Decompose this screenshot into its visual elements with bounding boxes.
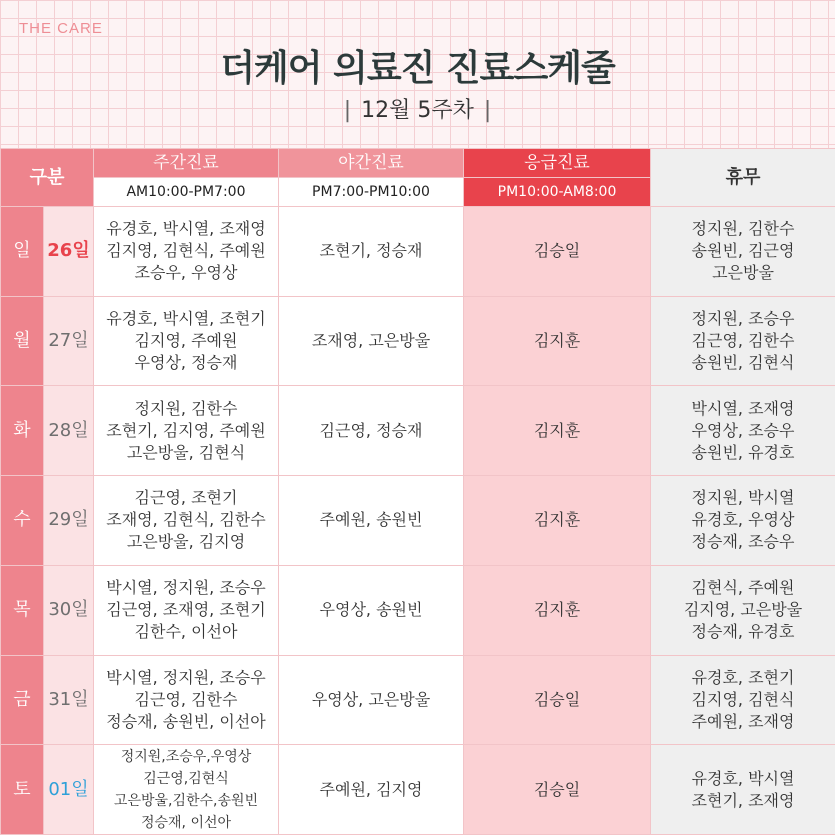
subtitle-text: 12월 5주차 — [361, 98, 474, 123]
off-staff-line: 정승재, 조승우 — [691, 532, 795, 552]
week-subtitle — [0, 93, 835, 124]
schedule-row — [1, 655, 835, 745]
day-staff-line: 조현기, 김지영, 주예원 — [106, 420, 266, 440]
day-off-cell — [651, 476, 835, 566]
night-clinic-cell: 우영상, 송원빈 — [279, 565, 464, 655]
emergency-clinic-cell: 김지훈 — [464, 476, 651, 566]
day-clinic-cell — [94, 565, 279, 655]
schedule-body — [1, 207, 835, 835]
weekday-cell: 토 — [1, 745, 44, 835]
night-clinic-cell: 조재영, 고은방울 — [279, 296, 464, 386]
page-title: 더케어 의료진 진료스케줄 — [220, 48, 615, 89]
day-clinic-cell — [94, 207, 279, 297]
weekday-cell: 월 — [1, 296, 44, 386]
header-emergency-time: PM10:00-AM8:00 — [464, 178, 651, 207]
day-staff-line: 유경호, 박시열, 조재영 — [106, 219, 266, 239]
brand-logo-text: THE CARE — [19, 20, 103, 37]
day-staff-line: 김근영,김현식 — [143, 770, 229, 787]
off-staff-line: 김현식, 주예원 — [691, 578, 795, 598]
emergency-clinic-cell: 김승일 — [464, 207, 651, 297]
day-staff-line: 고은방울,김한수,송원빈 — [113, 792, 259, 809]
day-staff-line: 고은방울, 김지영 — [126, 532, 246, 552]
day-staff-line: 김근영, 김한수 — [134, 689, 238, 709]
day-clinic-cell — [94, 745, 279, 835]
day-off-cell — [651, 655, 835, 745]
header-night-clinic: 야간진료 — [279, 149, 464, 178]
off-staff-line: 유경호, 우영상 — [691, 510, 795, 530]
emergency-clinic-cell: 김지훈 — [464, 386, 651, 476]
schedule-row — [1, 296, 835, 386]
off-staff-line: 주예원, 조재영 — [691, 711, 795, 731]
day-clinic-cell — [94, 386, 279, 476]
header-emergency-clinic: 응급진료 — [464, 149, 651, 178]
off-staff-line: 송원빈, 김근영 — [691, 241, 795, 261]
day-staff-line: 조재영, 김현식, 김한수 — [106, 510, 266, 530]
weekday-cell: 화 — [1, 386, 44, 476]
date-cell: 27일 — [44, 296, 94, 386]
header-night-time: PM7:00-PM10:00 — [279, 178, 464, 207]
night-clinic-cell: 주예원, 김지영 — [279, 745, 464, 835]
off-staff-line: 김지영, 김현식 — [691, 689, 795, 709]
day-staff-line: 박시열, 정지원, 조승우 — [106, 667, 266, 687]
date-cell: 28일 — [44, 386, 94, 476]
emergency-clinic-cell: 김지훈 — [464, 565, 651, 655]
day-clinic-cell — [94, 655, 279, 745]
off-staff-line: 박시열, 조재영 — [691, 398, 795, 418]
off-staff-line: 송원빈, 유경호 — [691, 442, 795, 462]
off-staff-line: 김근영, 김한수 — [691, 331, 795, 351]
date-cell: 31일 — [44, 655, 94, 745]
date-cell: 30일 — [44, 565, 94, 655]
emergency-clinic-cell: 김승일 — [464, 745, 651, 835]
schedule-row — [1, 386, 835, 476]
night-clinic-cell: 우영상, 고은방울 — [279, 655, 464, 745]
schedule-row — [1, 565, 835, 655]
day-staff-line: 정지원, 김한수 — [134, 398, 238, 418]
day-off-cell — [651, 565, 835, 655]
off-staff-line: 김지영, 고은방울 — [683, 600, 803, 620]
day-staff-line: 정지원,조승우,우영상 — [120, 748, 252, 765]
day-staff-line: 박시열, 정지원, 조승우 — [106, 578, 266, 598]
day-staff-line: 김근영, 조재영, 조현기 — [106, 600, 266, 620]
off-staff-line: 정지원, 박시열 — [691, 488, 795, 508]
off-staff-line: 고은방울 — [712, 263, 774, 283]
day-staff-line: 유경호, 박시열, 조현기 — [106, 309, 266, 329]
off-staff-line: 유경호, 박시열 — [691, 768, 795, 788]
off-staff-line: 정지원, 조승우 — [691, 309, 795, 329]
off-staff-line: 우영상, 조승우 — [691, 420, 795, 440]
day-staff-line: 조승우, 우영상 — [134, 263, 238, 283]
day-staff-line: 정승재, 이선아 — [140, 814, 232, 831]
emergency-clinic-cell: 김승일 — [464, 655, 651, 745]
day-clinic-cell — [94, 296, 279, 386]
day-staff-line: 김근영, 조현기 — [134, 488, 238, 508]
date-cell: 29일 — [44, 476, 94, 566]
subtitle-bar-right: | — [483, 98, 492, 123]
weekday-cell: 목 — [1, 565, 44, 655]
schedule-row — [1, 207, 835, 297]
schedule-row — [1, 476, 835, 566]
schedule-table — [0, 148, 835, 835]
date-cell: 26일 — [44, 207, 94, 297]
header-gubun: 구분 — [1, 149, 94, 207]
weekday-cell: 일 — [1, 207, 44, 297]
off-staff-line: 유경호, 조현기 — [691, 667, 795, 687]
weekday-cell: 수 — [1, 476, 44, 566]
day-staff-line: 고은방울, 김현식 — [126, 442, 246, 462]
header-day-clinic: 주간진료 — [94, 149, 279, 178]
night-clinic-cell: 주예원, 송원빈 — [279, 476, 464, 566]
day-staff-line: 김한수, 이선아 — [134, 622, 238, 642]
day-clinic-cell — [94, 476, 279, 566]
schedule-row — [1, 745, 835, 835]
off-staff-line: 송원빈, 김현식 — [691, 353, 795, 373]
night-clinic-cell: 김근영, 정승재 — [279, 386, 464, 476]
off-staff-line: 정지원, 김한수 — [691, 219, 795, 239]
day-off-cell — [651, 296, 835, 386]
header-day-off: 휴무 — [651, 149, 835, 207]
emergency-clinic-cell: 김지훈 — [464, 296, 651, 386]
date-cell: 01일 — [44, 745, 94, 835]
day-staff-line: 김지영, 주예원 — [134, 331, 238, 351]
off-staff-line: 정승재, 유경호 — [691, 622, 795, 642]
weekday-cell: 금 — [1, 655, 44, 745]
day-staff-line: 우영상, 정승재 — [134, 353, 238, 373]
day-off-cell — [651, 207, 835, 297]
subtitle-bar-left: | — [343, 98, 352, 123]
night-clinic-cell: 조현기, 정승재 — [279, 207, 464, 297]
day-off-cell — [651, 386, 835, 476]
day-staff-line: 정승재, 송원빈, 이선아 — [106, 711, 266, 731]
off-staff-line: 조현기, 조재영 — [691, 790, 795, 810]
day-off-cell — [651, 745, 835, 835]
day-staff-line: 김지영, 김현식, 주예원 — [106, 241, 266, 261]
header-day-time: AM10:00-PM7:00 — [94, 178, 279, 207]
